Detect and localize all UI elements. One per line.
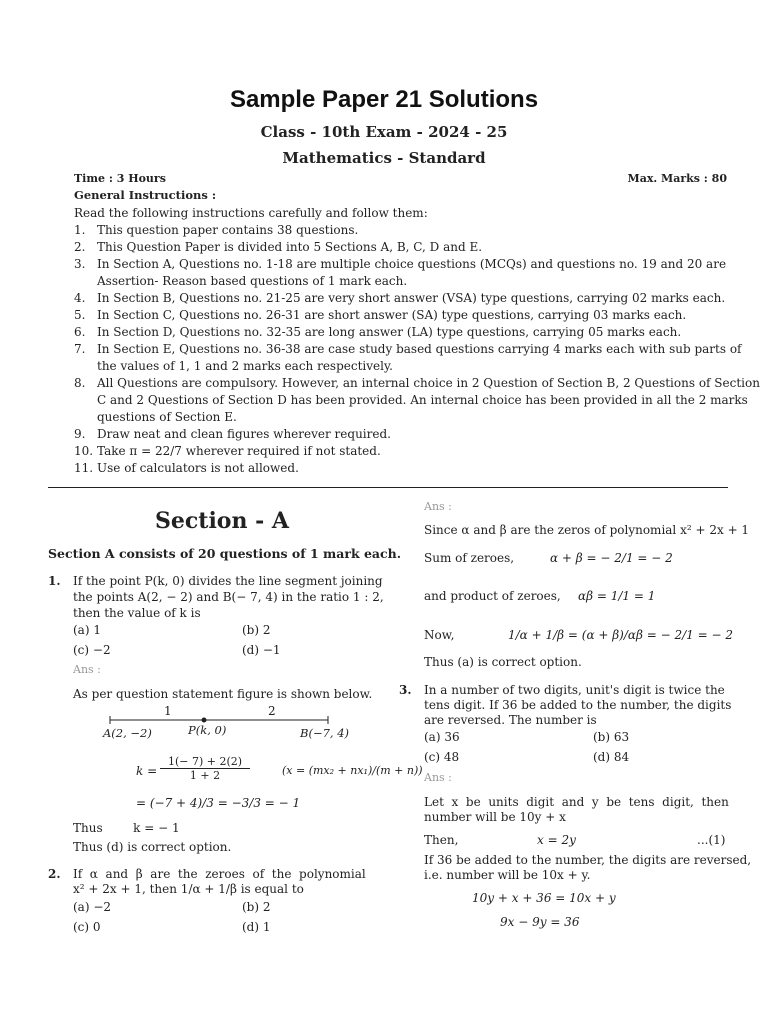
q1-option-b: (b) 2 <box>242 623 271 637</box>
q2-option-c: (c) 0 <box>73 920 101 934</box>
q1-correct: Thus (d) is correct option. <box>73 840 232 854</box>
instruction-item: 9. Draw neat and clean figures wherever required. <box>74 427 391 441</box>
q3-text-line: In a number of two digits, unit's digit is twice the <box>424 683 725 697</box>
instruction-item: 7. In Section E, Questions no. 36-38 are case study based questions carrying 4 marks each with sub parts of <box>74 342 742 356</box>
q2-option-b: (b) 2 <box>242 900 271 914</box>
q3-eq-ref: ...(1) <box>697 833 726 847</box>
q3-if-line: If 36 be added to the number, the digits are reversed, <box>424 853 752 867</box>
q1-result: Thus k = − 1 <box>73 821 180 835</box>
q2-sum-label: Sum of zeroes, <box>424 551 515 565</box>
q3-if-line: i.e. number will be 10x + y. <box>424 868 591 882</box>
q3-then-eq: x = 2y <box>537 833 576 847</box>
q3-option-c: (c) 48 <box>424 750 460 764</box>
ratio-label-1: 1 <box>164 704 172 718</box>
q1-ans-label: Ans : <box>73 663 101 676</box>
instruction-item: 11. Use of calculators is not allowed. <box>74 461 299 475</box>
k-numerator: 1(− 7) + 2(2) <box>167 755 243 768</box>
point-p-dot <box>202 718 207 723</box>
q3-number: 3. <box>399 683 412 697</box>
q2-now-eq: 1/α + 1/β = (α + β)/αβ = − 2/1 = − 2 <box>508 628 733 642</box>
section-heading: Section - A <box>155 508 289 534</box>
point-a-label: A(2, −2) <box>103 726 152 740</box>
q1-text-line: then the value of k is <box>73 606 201 620</box>
q3-equation-2: 9x − 9y = 36 <box>500 915 580 929</box>
instruction-item: 8. All Questions are compulsory. However, an internal choice in 2 Question of Section B, 2 Questions of Section <box>74 376 760 390</box>
q2-sum-eq: α + β = − 2/1 = − 2 <box>550 551 673 565</box>
instruction-item-cont: the values of 1, 1 and 2 marks each respectively. <box>97 359 393 373</box>
k-denominator: 1 + 2 <box>160 768 250 782</box>
instruction-item-cont: Assertion- Reason based questions of 1 mark each. <box>97 274 408 288</box>
instructions-intro: Read the following instructions carefully and follow them: <box>74 206 428 220</box>
instruction-item: 3. In Section A, Questions no. 1-18 are multiple choice questions (MCQs) and questions no. 19 and 20 are <box>74 257 727 271</box>
ratio-label-2: 2 <box>268 704 276 718</box>
k-fraction <box>160 755 250 782</box>
line-segment-figure <box>100 700 360 750</box>
general-instructions-heading: General Instructions : <box>74 188 217 202</box>
q2-option-d: (d) 1 <box>242 920 271 934</box>
q3-option-d: (d) 84 <box>593 750 630 764</box>
instruction-item: 1. This question paper contains 38 questions. <box>74 223 359 237</box>
instruction-item: 5. In Section C, Questions no. 26-31 are short answer (SA) type questions, carrying 03 marks each. <box>74 308 687 322</box>
q3-ans-label: Ans : <box>424 771 452 784</box>
instruction-item: 10. Take π = 22/7 wherever required if not stated. <box>74 444 381 458</box>
q2-since: Since α and β are the zeros of polynomial x² + 2x + 1 <box>424 523 750 537</box>
instruction-item-cont: C and 2 Questions of Section D has been provided. An internal choice has been provided in all the 2 marks <box>97 393 748 407</box>
q2-option-a: (a) −2 <box>73 900 112 914</box>
k-step-2: = (−7 + 4)/3 = −3/3 = − 1 <box>136 796 301 810</box>
q2-number: 2. <box>48 867 61 881</box>
instruction-item-cont: questions of Section E. <box>97 410 237 424</box>
q2-product-eq: αβ = 1/1 = 1 <box>578 589 656 603</box>
q3-let-line: number will be 10y + x <box>424 810 566 824</box>
q1-text-line: the points A(2, − 2) and B(− 7, 4) in the ratio 1 : 2, <box>73 590 384 604</box>
instructions-list <box>0 222 768 477</box>
divider <box>48 487 728 488</box>
time-label: Time : 3 Hours <box>74 172 166 185</box>
point-b-label: B(−7, 4) <box>300 726 350 740</box>
q1-explanation: As per question statement figure is shown below. <box>73 687 373 701</box>
q1-option-a: (a) 1 <box>73 623 101 637</box>
q1-text-line: If the point P(k, 0) divides the line segment joining <box>73 574 383 588</box>
q3-let-line: Let x be units digit and y be tens digit, then <box>424 795 729 809</box>
section-formula: (x = (mx₂ + nx₁)/(m + n)) <box>282 764 423 777</box>
q2-now-label: Now, <box>424 628 455 642</box>
q2-text-line: x² + 2x + 1, then 1/α + 1/β is equal to <box>73 882 304 896</box>
point-p-label: P(k, 0) <box>188 723 227 737</box>
subject-line: Mathematics - Standard <box>282 149 486 167</box>
instruction-item: 6. In Section D, Questions no. 32-35 are long answer (LA) type questions, carrying 05 marks each. <box>74 325 682 339</box>
q3-option-b: (b) 63 <box>593 730 630 744</box>
q2-correct: Thus (a) is correct option. <box>424 655 582 669</box>
q3-equation-1: 10y + x + 36 = 10x + y <box>472 891 616 905</box>
q3-option-a: (a) 36 <box>424 730 460 744</box>
page-title: Sample Paper 21 Solutions <box>229 86 539 113</box>
q3-text-line: are reversed. The number is <box>424 713 597 727</box>
q2-ans-label: Ans : <box>424 500 452 513</box>
max-marks-label: Max. Marks : 80 <box>627 172 727 185</box>
q1-option-d: (d) −1 <box>242 643 281 657</box>
q2-product-label: and product of zeroes, <box>424 589 561 603</box>
section-description: Section A consists of 20 questions of 1 mark each. <box>48 546 402 561</box>
instruction-item: 2. This Question Paper is divided into 5 Sections A, B, C, D and E. <box>74 240 483 254</box>
q1-option-c: (c) −2 <box>73 643 111 657</box>
q3-then-label: Then, <box>424 833 459 847</box>
k-lhs: k = <box>136 764 158 778</box>
instruction-item: 4. In Section B, Questions no. 21-25 are very short answer (VSA) type questions, carrying 02 marks each. <box>74 291 726 305</box>
q2-text-line: If α and β are the zeroes of the polynomial <box>73 867 366 881</box>
q3-text-line: tens digit. If 36 be added to the number, the digits <box>424 698 732 712</box>
class-line: Class - 10th Exam - 2024 - 25 <box>260 123 508 141</box>
q1-number: 1. <box>48 574 61 588</box>
